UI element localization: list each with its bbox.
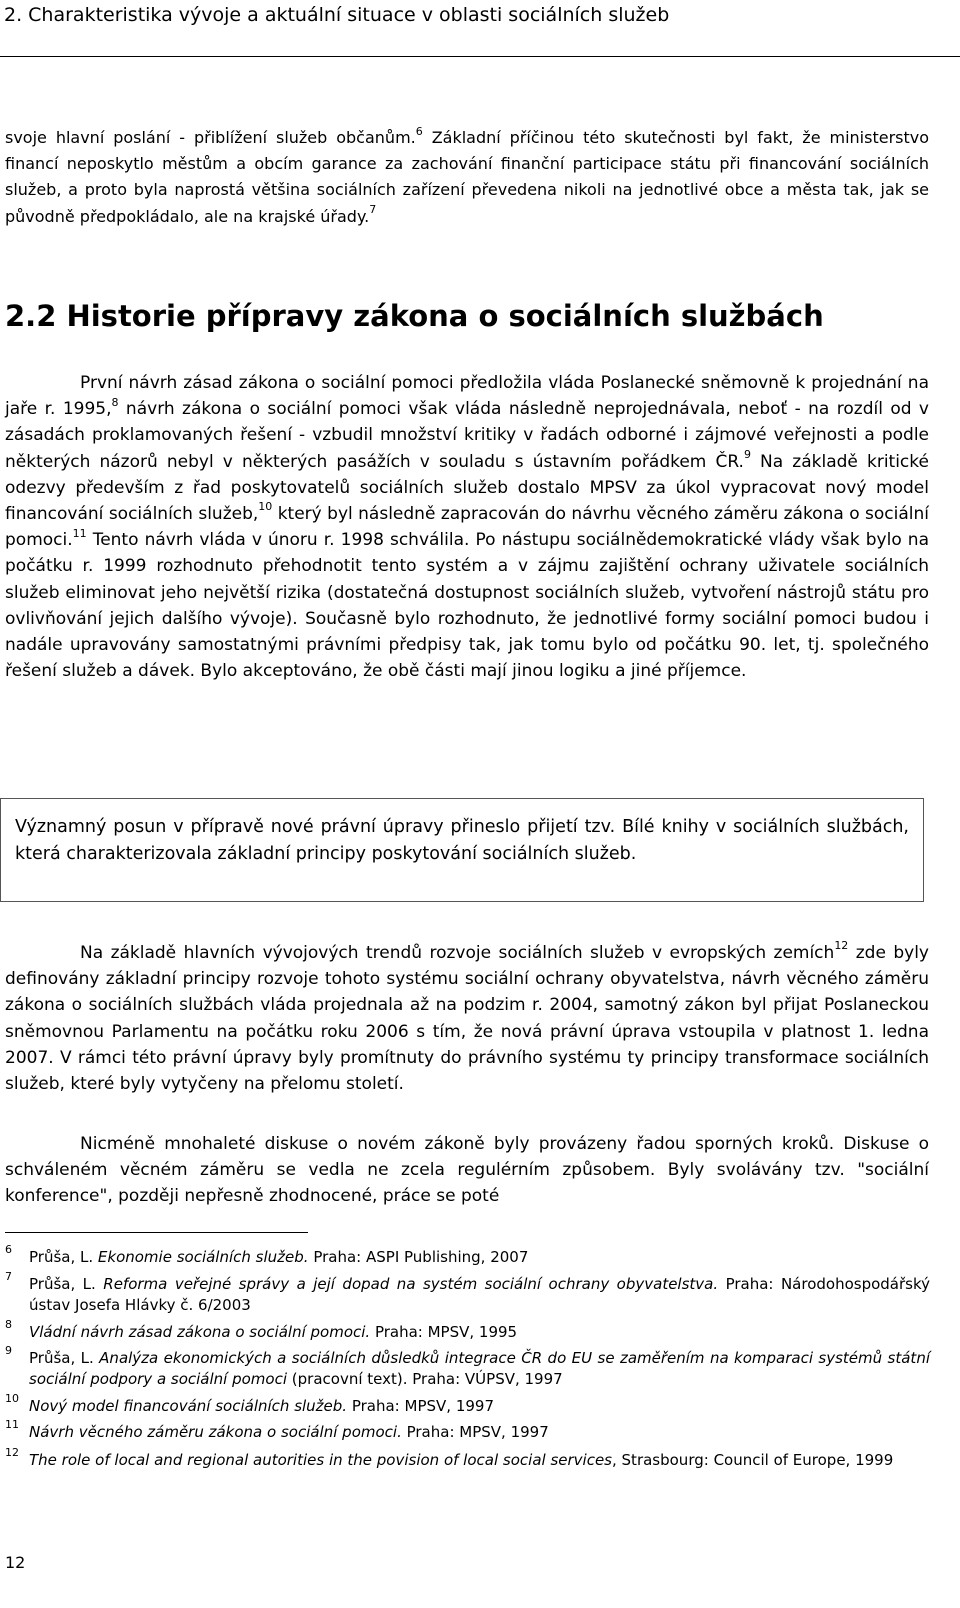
footnote-number: 12 [5,1446,19,1459]
footnote-author: Průša, L. [29,1248,98,1266]
paragraph-intro-continuation [5,125,929,230]
footnote-number: 6 [5,1243,12,1256]
footnote-title: Analýza ekonomických a sociálních důsledků integrace ČR do EU se zaměřením na komparaci systémů státní sociální podpory a sociální pomoci [29,1349,930,1388]
footnote-8 [5,1318,930,1343]
footnote-text [29,1396,930,1417]
footnote-ref-10[interactable]: 10 [258,500,273,514]
paragraph-text: Základní příčinou této skutečnosti byl fakt, že ministerstvo financí neposkytlo městům a obcím garance za zachování finanční participace státu při financování sociálních služeb, a proto byla naprostá většina sociálních zařízení převedena nikoli na jednotlivé obce a města tak, jak se původně předpokládalo, ale na krajské úřady. [5,128,930,226]
paragraph-text: Nicméně mnohaleté diskuse o novém zákoně byly provázeny řadou sporných kroků. Diskuse o schváleném věcném záměru se vedla ne zcela regulérním způsobem. Byly svolávány tzv. "sociální konference", později nepřesně zhodnocené, práce se poté [5,1134,929,1207]
footnote-6 [5,1243,930,1268]
footnote-ref-9[interactable]: 9 [743,447,751,461]
highlight-text: Významný posun v přípravě nové právní úpravy přineslo přijetí tzv. Bílé knihy v sociálních službách, která charakterizovala základní principy poskytování sociálních služeb. [15,817,909,864]
footnote-ref-8[interactable]: 8 [111,395,119,409]
footnote-ref-11[interactable]: 11 [72,526,87,540]
paragraph-history [5,370,929,684]
footnote-title: Návrh věcného záměru zákona o sociální pomoci. [29,1423,402,1441]
footnote-12 [5,1446,930,1471]
footnote-text [29,1322,930,1343]
footnote-publisher: , Strasbourg: Council of Europe, 1999 [612,1451,894,1469]
footnote-10 [5,1392,930,1417]
footnote-title: The role of local and regional autorities in the povision of local social services [29,1451,612,1469]
footnote-author: Průša, L. [29,1349,100,1367]
footnote-publisher: Praha: ASPI Publishing, 2007 [308,1248,529,1266]
footnote-9 [5,1344,930,1390]
paragraph-text: První návrh zásad zákona o sociální pomoci předložila vláda Poslanecké sněmovně k projednání na jaře r. 1995, [5,373,929,420]
running-header: 2. Charakteristika vývoje a aktuální situace v oblasti sociálních služeb [4,4,670,26]
footnote-publisher: Praha: MPSV, 1995 [370,1323,518,1341]
footnote-text [29,1450,930,1471]
footnote-title: Ekonomie sociálních služeb. [97,1248,309,1266]
highlight-box [0,798,924,902]
paragraph-text: Na základě kritické odezvy především z řad poskytovatelů sociálních služeb dostalo MPSV za úkol vypracovat nový model financování sociálních služeb, [5,451,929,525]
footnote-text [29,1348,930,1390]
footnote-publisher: Praha: MPSV, 1997 [347,1397,494,1415]
footnote-11 [5,1418,930,1443]
paragraph-text: Na základě hlavních vývojových trendů rozvoje sociálních služeb v evropských zemích [80,943,835,963]
paragraph-trends [5,940,929,1097]
footnote-publisher: Praha: Národohospodářský ústav Josefa Hlávky č. 6/2003 [29,1275,930,1314]
paragraph-text: návrh zákona o sociální pomoci však vláda následně neprojednávala, neboť - na rozdíl od v zásadách proklamovaných řešení - vzbudil množství kritiky v řadách odborné i zájmové veřejnosti a podle některých názorů nebyl v některých pasážích v souladu s ústavním pořádkem ČR. [5,399,929,472]
section-heading: 2.2 Historie přípravy zákona o sociálních službách [5,299,824,333]
footnote-ref-12[interactable]: 12 [834,939,849,953]
header-divider [0,56,960,57]
footnote-publisher: (pracovní text). Praha: VÚPSV, 1997 [287,1370,563,1388]
footnote-author: Průša, L. [29,1275,104,1293]
page-number: 12 [5,1553,26,1572]
footnote-number: 11 [5,1418,19,1431]
paragraph-text: který byl následně zapracován do návrhu věcného záměru zákona o sociální pomoci. [5,504,929,551]
paragraph-disputes [5,1131,929,1210]
footnote-ref-6[interactable]: 6 [415,124,423,138]
footnote-title: Nový model financování sociálních služeb. [29,1397,348,1415]
footnote-text [29,1274,930,1316]
footnote-number: 7 [5,1270,12,1283]
footnote-ref-7[interactable]: 7 [369,203,377,217]
footnote-number: 8 [5,1318,12,1331]
footnote-number: 9 [5,1344,12,1357]
paragraph-text: Tento návrh vláda v únoru r. 1998 schválila. Po nástupu sociálnědemokratické vlády však bylo na počátku r. 1999 rozhodnuto přehodnotit tento systém a v zájmu zajištění ochrany uživatele sociálních služeb eliminovat jeho největší rizika (dostatečná dostupnost sociálních služeb, vytvoření nástrojů státu pro ovlivňování jejich dalšího vývoje). Současně bylo rozhodnuto, že jednotlivé formy sociální pomoci budou i nadále upravovány samostatnými právními předpisy tak, jak tomu bylo od počátku 90. let, tj. společného řešení služeb a dávek. Bylo akceptováno, že obě části mají jinou logiku a jiné příjemce. [5,530,929,682]
paragraph-text: svoje hlavní poslání - přiblížení služeb občanům. [5,128,416,147]
footnote-title: Vládní návrh zásad zákona o sociální pomoci. [29,1323,371,1341]
paragraph-text: zde byly definovány základní principy rozvoje tohoto systému sociální ochrany obyvatelstva, návrh věcného záměru zákona o sociálních službách vláda projednala až na podzim r. 2004, samotný zákon byl přijat Poslaneckou sněmovnou Parlamentu na počátku roku 2006 s tím, že nová právní úprava vstoupila v platnost 1. ledna 2007. V rámci této právní úpravy byly promítnuty do právního systému ty principy transformace sociálních služeb, které byly vytyčeny na přelomu století. [5,943,929,1095]
footnote-number: 10 [5,1392,19,1405]
footnote-text [29,1247,930,1268]
footnote-divider [5,1232,308,1233]
footnote-publisher: Praha: MPSV, 1997 [401,1423,549,1441]
footnote-title: Reforma veřejné správy a její dopad na systém sociální ochrany obyvatelstva. [103,1275,719,1293]
footnote-text [29,1422,930,1443]
footnote-7 [5,1270,930,1316]
